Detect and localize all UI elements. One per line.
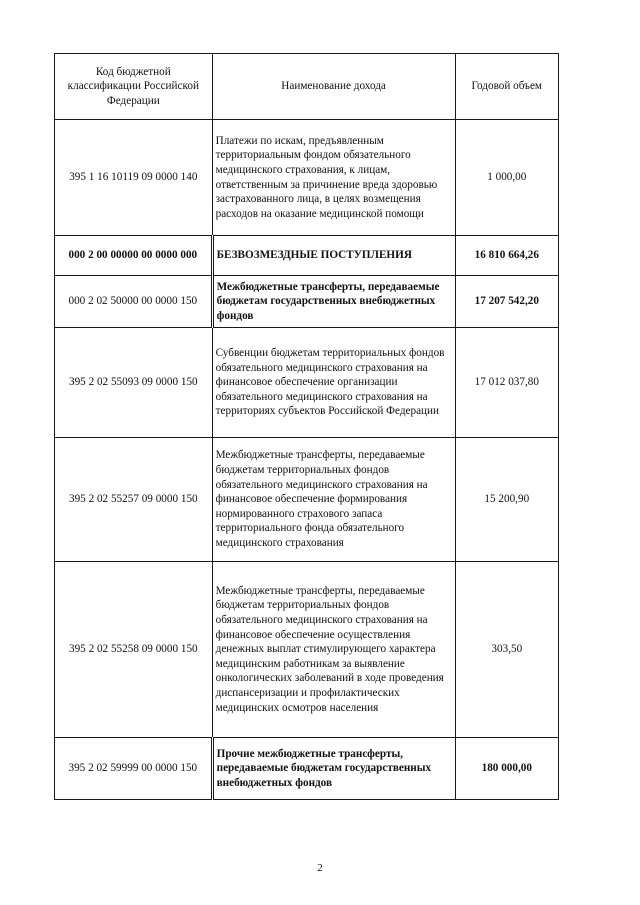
table-row	[55, 236, 559, 276]
row-volume: 16 810 664,26	[455, 236, 558, 276]
revenue-table	[54, 53, 559, 800]
header-code: Код бюджетной классификации Российской Федерации	[55, 54, 213, 120]
table-row	[55, 738, 559, 800]
row-volume: 303,50	[455, 562, 558, 738]
row-name: Прочие межбюджетные трансферты, передаваемые бюджетам государственных внебюджетных фондов	[212, 738, 455, 800]
header-name: Наименование дохода	[212, 54, 455, 120]
row-code: 395 2 02 55257 09 0000 150	[55, 438, 213, 562]
row-name: Межбюджетные трансферты, передаваемые бюджетам территориальных фондов обязательного медицинского страхования на финансовое обеспечение осуществления денежных выплат стимулирующего характера медицинским работникам за выявление онкологических заболеваний в ходе проведения диспансеризации и профилактических медицинских осмотров населения	[212, 562, 455, 738]
row-name: Межбюджетные трансферты, передаваемые бюджетам государственных внебюджетных фондов	[212, 276, 455, 328]
row-code: 395 2 02 55258 09 0000 150	[55, 562, 213, 738]
row-volume: 17 012 037,80	[455, 328, 558, 438]
table-row	[55, 120, 559, 236]
row-volume: 180 000,00	[455, 738, 558, 800]
table-row	[55, 276, 559, 328]
row-code: 000 2 02 50000 00 0000 150	[55, 276, 213, 328]
header-volume: Годовой объем	[455, 54, 558, 120]
row-name: Субвенции бюджетам территориальных фондов обязательного медицинского страхования на финансовое обеспечение организации обязательного медицинского страхования на территориях субъектов Российской Федерации	[212, 328, 455, 438]
row-volume: 15 200,90	[455, 438, 558, 562]
table-header-row	[55, 54, 559, 120]
row-code: 395 2 02 55093 09 0000 150	[55, 328, 213, 438]
table-row	[55, 328, 559, 438]
row-name: Платежи по искам, предъявленным территориальным фондом обязательного медицинского страхования, к лицам, ответственным за причинение вреда здоровью застрахованного лица, в целях возмещения расходов на оказание медицинской помощи	[212, 120, 455, 236]
table-row	[55, 438, 559, 562]
row-name: БЕЗВОЗМЕЗДНЫЕ ПОСТУПЛЕНИЯ	[212, 236, 455, 276]
row-code: 000 2 00 00000 00 0000 000	[55, 236, 213, 276]
row-name: Межбюджетные трансферты, передаваемые бюджетам территориальных фондов обязательного медицинского страхования на финансовое обеспечение формирования нормированного страхового запаса территориального фонда обязательного медицинского страхования	[212, 438, 455, 562]
page-number: 2	[317, 862, 323, 874]
table-row	[55, 562, 559, 738]
row-code: 395 1 16 10119 09 0000 140	[55, 120, 213, 236]
row-volume: 1 000,00	[455, 120, 558, 236]
row-code: 395 2 02 59999 00 0000 150	[55, 738, 213, 800]
row-volume: 17 207 542,20	[455, 276, 558, 328]
